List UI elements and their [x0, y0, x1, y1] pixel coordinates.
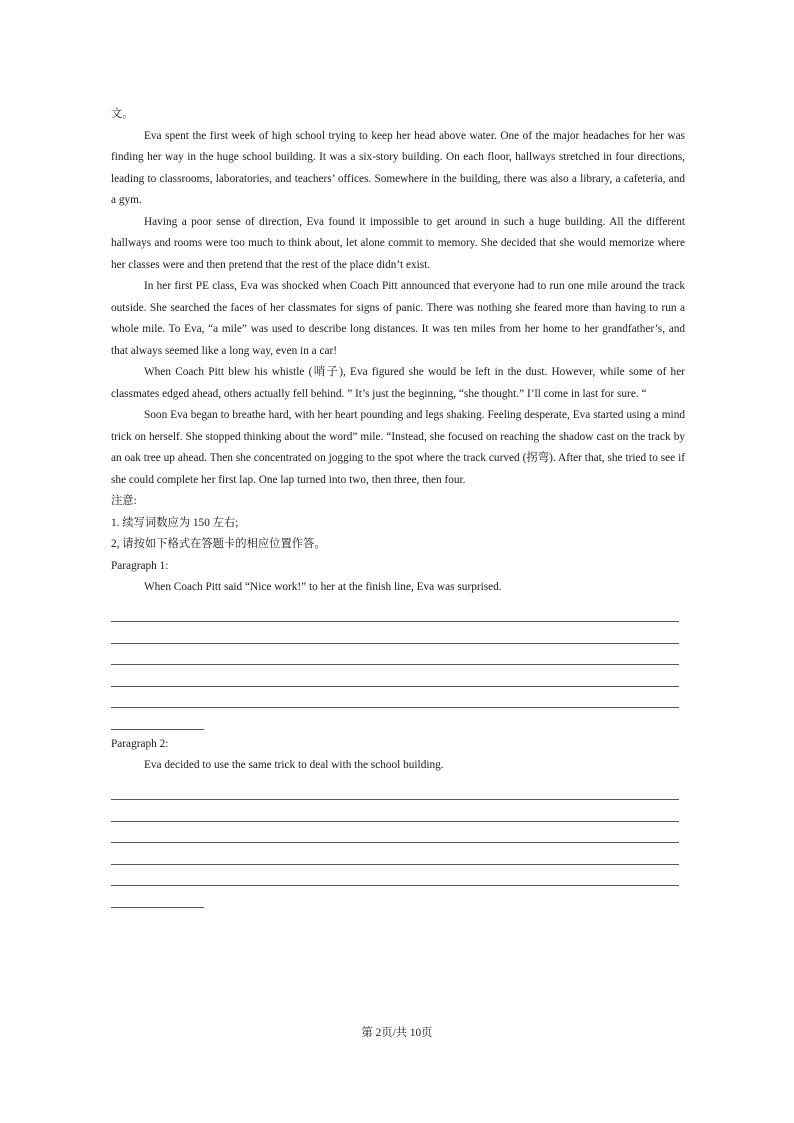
writing-line: [111, 665, 679, 687]
writing-line: [111, 843, 679, 865]
paragraph-1-writing-lines: [111, 601, 685, 730]
paragraph-1-label: Paragraph 1:: [111, 559, 169, 572]
note-item-2: 2, 请按如下格式在答题卡的相应位置作答。: [111, 538, 326, 550]
paragraph-2-writing-lines: [111, 779, 685, 908]
story-paragraph-3: In her first PE class, Eva was shocked when Coach Pitt announced that everyone had to run one mile around the track outside. She searched the faces of her classmates for signs of panic. There was nothing she feared more than having to run a whole mile. To Eva, “a mile” was used to describe long distances. It was ten miles from her home to her grandfather’s, and that always seemed like a long way, even in a car!: [111, 280, 685, 357]
paragraph-1-start: When Coach Pitt said “Nice work!” to her at the finish line, Eva was surprised.: [144, 581, 502, 593]
paragraph-2-start: Eva decided to use the same trick to deal with the school building.: [144, 759, 444, 771]
paragraph-2-label: Paragraph 2:: [111, 737, 169, 750]
writing-line: [111, 622, 679, 644]
writing-line: [111, 886, 204, 908]
writing-line: [111, 865, 679, 887]
story-paragraph-2: Having a poor sense of direction, Eva found it impossible to get around in such a huge building. All the different hallways and rooms were too much to think about, let alone commit to memory. She decided that she would memorize where her classes were and then pretend that the rest of the place didn’t exist.: [111, 215, 685, 271]
document-body: [111, 104, 685, 908]
story-paragraph-1: Eva spent the first week of high school trying to keep her head above water. One of the major headaches for her was finding her way in the huge school building. It was a six-story building. On each floor, hallways stretched in four directions, leading to classrooms, laboratories, and teachers’ offices. Somewhere in the building, there was also a library, a cafeteria, and a gym.: [111, 129, 685, 206]
writing-line: [111, 644, 679, 666]
writing-line: [111, 822, 679, 844]
continuation-text: 文。: [111, 108, 134, 120]
note-item-1: 1. 续写词数应为 150 左右;: [111, 516, 239, 529]
writing-line: [111, 708, 204, 730]
page-number-footer: 第 2页/共 10页: [361, 1027, 433, 1039]
writing-line: [111, 800, 679, 822]
story-paragraph-4: When Coach Pitt blew his whistle (哨子), Eva figured she would be left in the dust. However, while some of her classmates edged ahead, others actually fell behind. ” It’s just the beginning, “she thought.” I’ll come in last for sure. “: [111, 366, 685, 400]
story-paragraph-5: Soon Eva began to breathe hard, with her heart pounding and legs shaking. Feeling desperate, Eva started using a mind trick on herself. She stopped thinking about the word” mile. “Instead, she focused on reaching the shadow cast on the track by an oak tree up ahead. Then she concentrated on jogging to the spot where the track curved (拐弯). After that, she tried to see if she could complete her first lap. One lap turned into two, then three, then four.: [111, 409, 685, 486]
writing-line: [111, 687, 679, 709]
notes-heading: 注意:: [111, 495, 137, 507]
writing-line: [111, 779, 679, 801]
writing-line: [111, 601, 679, 623]
